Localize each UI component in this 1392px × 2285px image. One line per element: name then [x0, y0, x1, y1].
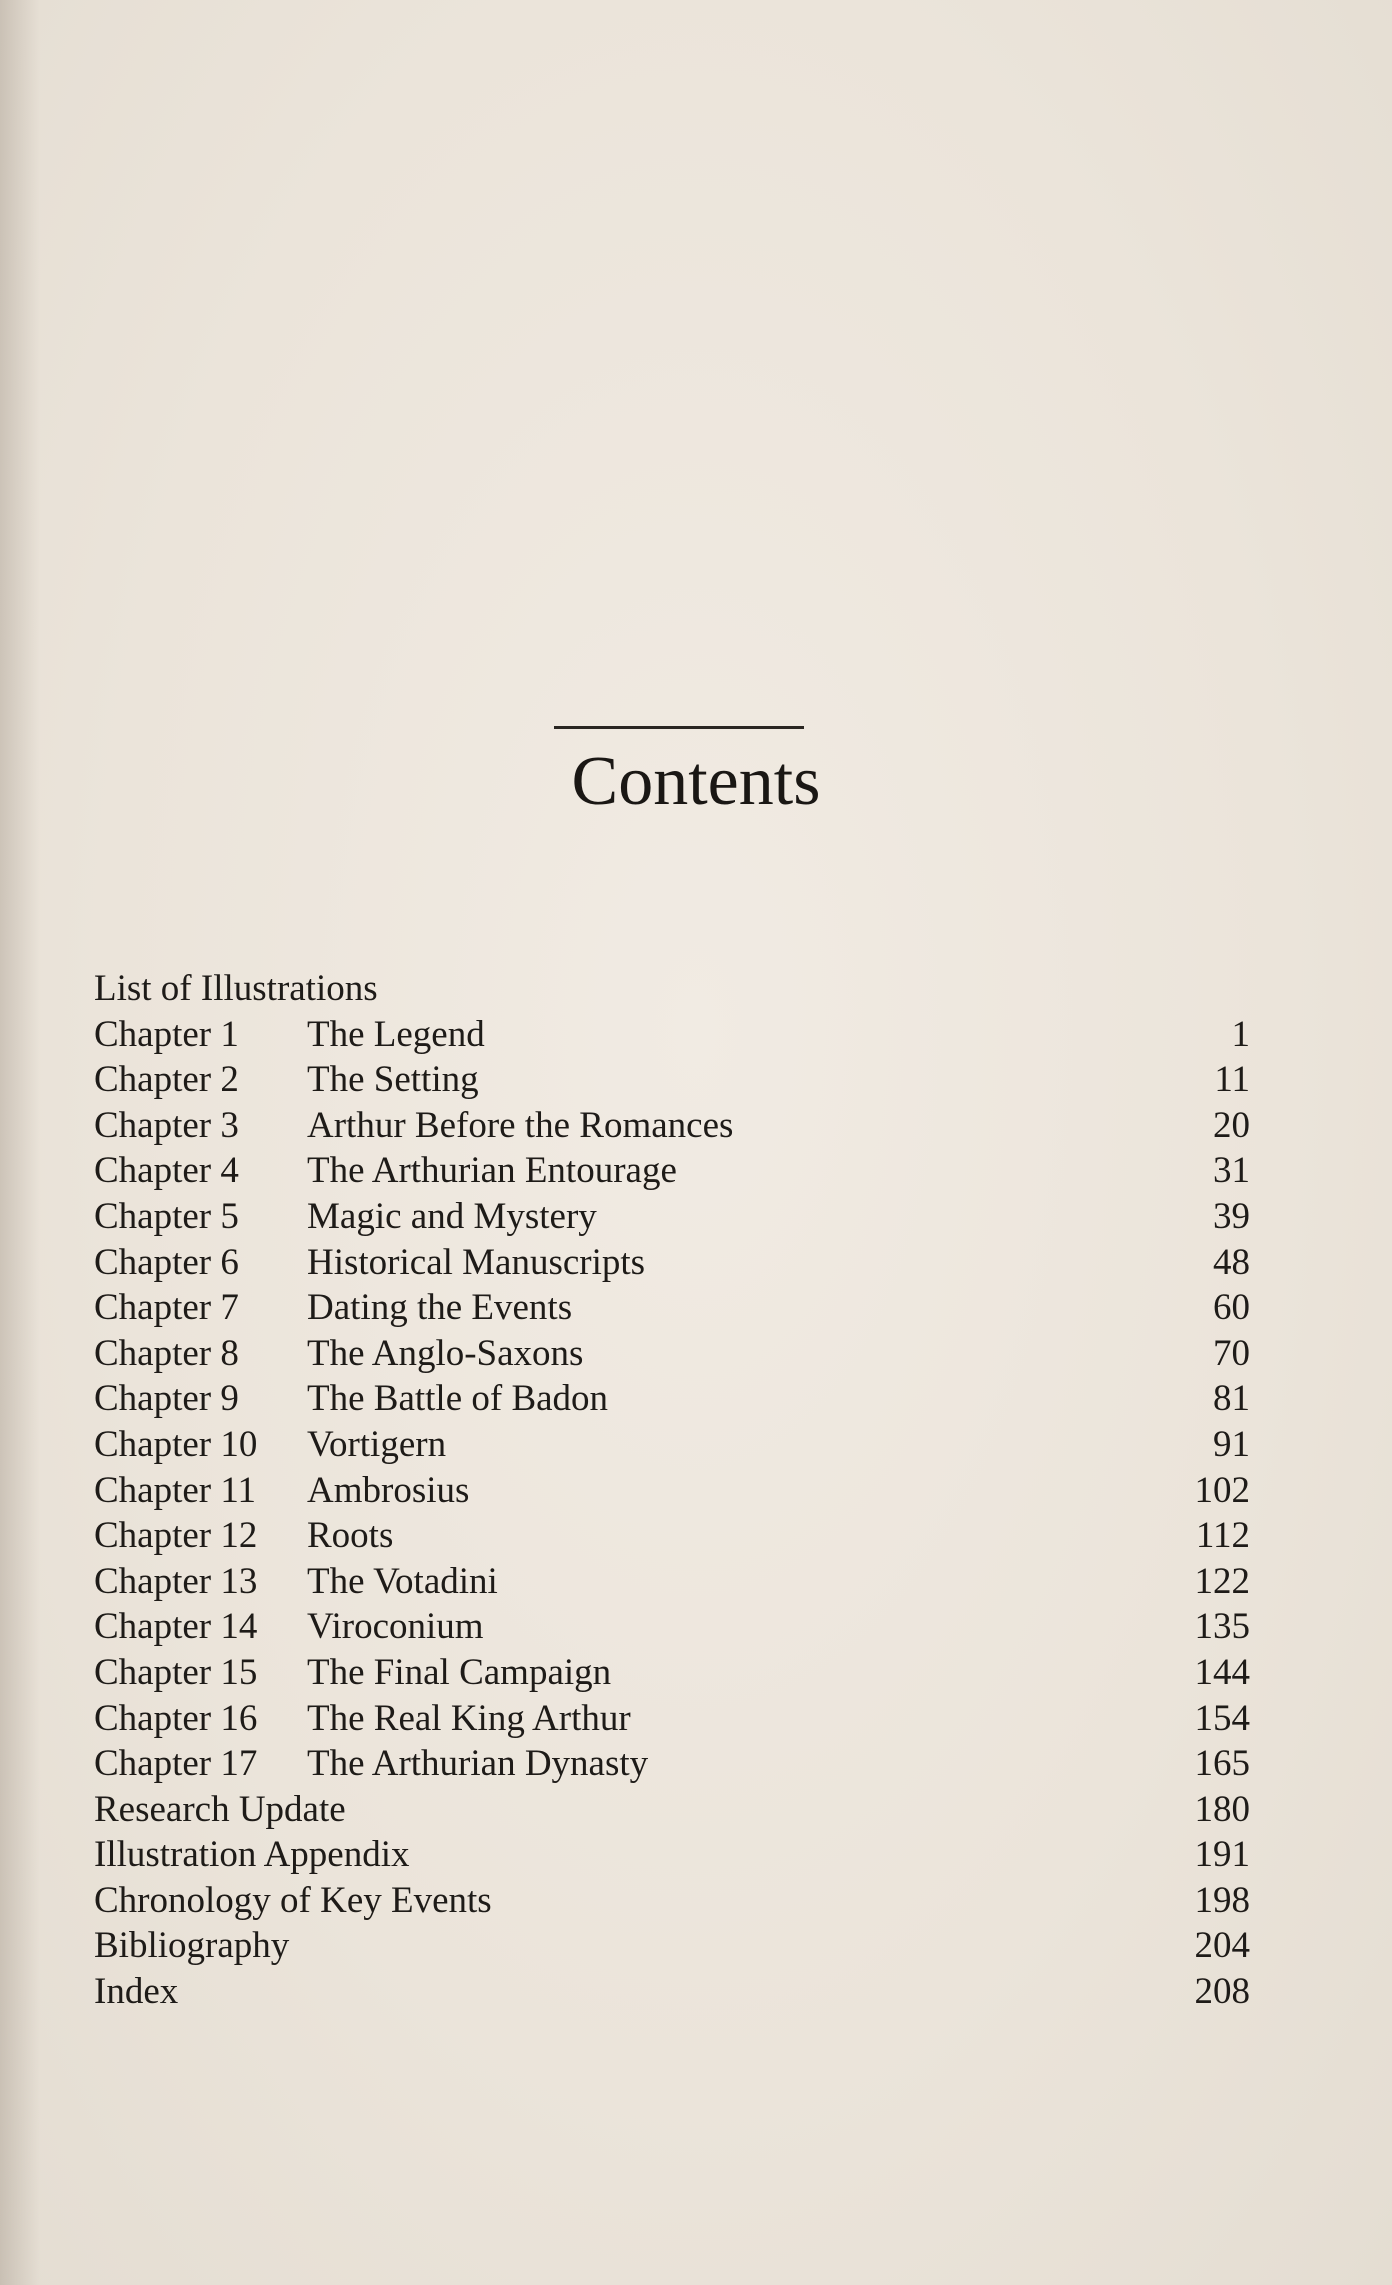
- toc-entry-page-number: 20: [1213, 1104, 1250, 1146]
- toc-entry-label: Chapter 11: [94, 1469, 257, 1511]
- table-of-contents: [94, 966, 1250, 2015]
- toc-entry: [94, 1285, 1250, 1331]
- toc-entry-label: Chapter 15: [94, 1651, 258, 1693]
- toc-entry-title: The Real King Arthur: [307, 1697, 631, 1739]
- toc-entry-label: Chapter 13: [94, 1560, 258, 1602]
- toc-entry: [94, 1422, 1250, 1468]
- toc-entry-label: Chapter 8: [94, 1332, 239, 1374]
- toc-entry-page-number: 70: [1213, 1332, 1250, 1374]
- toc-entry-title: The Legend: [307, 1013, 485, 1055]
- toc-entry-title: Historical Manuscripts: [307, 1241, 646, 1283]
- toc-entry-page-number: 135: [1194, 1606, 1250, 1648]
- toc-entry: [94, 1741, 1250, 1787]
- toc-entry-page-number: 165: [1194, 1743, 1250, 1785]
- toc-entry-title: Roots: [307, 1515, 394, 1557]
- toc-entry: [94, 1832, 1250, 1878]
- toc-entry-label: Research Update: [94, 1788, 346, 1830]
- toc-entry-page-number: 208: [1194, 1971, 1250, 2013]
- toc-entry: [94, 1787, 1250, 1833]
- toc-entry: [94, 1604, 1250, 1650]
- toc-entry-title: The Final Campaign: [307, 1651, 612, 1693]
- toc-entry-title: The Votadini: [307, 1560, 498, 1602]
- toc-entry: [94, 1057, 1250, 1103]
- toc-entry-label: Chapter 12: [94, 1515, 258, 1557]
- toc-entry: [94, 1012, 1250, 1058]
- toc-entry-page-number: 198: [1194, 1879, 1250, 1921]
- toc-entry-label: Chapter 5: [94, 1195, 239, 1237]
- toc-entry-label: Chapter 16: [94, 1697, 258, 1739]
- toc-entry: [94, 1559, 1250, 1605]
- toc-entry-page-number: 1: [1231, 1013, 1250, 1055]
- toc-entry-page-number: 122: [1194, 1560, 1250, 1602]
- toc-entry-title: Magic and Mystery: [307, 1195, 597, 1237]
- toc-entry-label: Bibliography: [94, 1925, 290, 1967]
- toc-entry-page-number: 60: [1213, 1287, 1250, 1329]
- toc-entry-label: Chapter 9: [94, 1378, 239, 1420]
- toc-entry-page-number: 112: [1195, 1515, 1250, 1557]
- toc-entry-page-number: 102: [1194, 1469, 1250, 1511]
- toc-entry-label: Chapter 2: [94, 1059, 239, 1101]
- toc-entry: [94, 1240, 1250, 1286]
- toc-entry-label: Chapter 4: [94, 1150, 239, 1192]
- toc-entry-page-number: 48: [1213, 1241, 1250, 1283]
- heading-rule: [554, 726, 804, 729]
- toc-entry-title: The Setting: [307, 1059, 479, 1101]
- toc-entry-label: Chapter 17: [94, 1743, 258, 1785]
- toc-entry-page-number: 39: [1213, 1195, 1250, 1237]
- toc-entry: [94, 1513, 1250, 1559]
- toc-entry-title: Arthur Before the Romances: [307, 1104, 734, 1146]
- toc-entry: [94, 1696, 1250, 1742]
- page-edge-shadow: [0, 0, 40, 2285]
- toc-entry-label: List of Illustrations: [94, 968, 378, 1009]
- toc-entry-label: Chapter 7: [94, 1287, 239, 1329]
- toc-entry: [94, 1923, 1250, 1969]
- toc-entry-title: The Battle of Badon: [307, 1378, 609, 1420]
- toc-entry: [94, 1878, 1250, 1924]
- toc-entry-page-number: 31: [1213, 1150, 1250, 1192]
- toc-entry-title: The Arthurian Dynasty: [307, 1743, 649, 1785]
- toc-entry-page-number: 191: [1194, 1834, 1250, 1876]
- toc-entry: [94, 1468, 1250, 1514]
- toc-entry: [94, 1969, 1250, 2015]
- toc-entry-title: Vortigern: [307, 1423, 447, 1465]
- toc-entry-page-number: 144: [1194, 1651, 1250, 1693]
- toc-entry-page-number: 81: [1213, 1378, 1250, 1420]
- toc-entry-page-number: 154: [1194, 1697, 1250, 1739]
- toc-entry: [94, 1376, 1250, 1422]
- toc-entry-label: Chronology of Key Events: [94, 1879, 492, 1921]
- toc-entry-label: Chapter 10: [94, 1423, 258, 1465]
- toc-entry-page-number: 11: [1214, 1059, 1250, 1101]
- toc-entry-title: Ambrosius: [307, 1469, 470, 1511]
- toc-entry-page-number: 180: [1194, 1788, 1250, 1830]
- toc-entry: [94, 1331, 1250, 1377]
- toc-entry-title: The Anglo-Saxons: [307, 1332, 584, 1374]
- toc-entry-label: Chapter 3: [94, 1104, 239, 1146]
- toc-entry: [94, 1103, 1250, 1149]
- toc-entry: [94, 1194, 1250, 1240]
- toc-entry-page-number: 91: [1213, 1423, 1250, 1465]
- toc-entry-label: Chapter 1: [94, 1013, 239, 1055]
- toc-entry-title: Dating the Events: [307, 1287, 573, 1329]
- toc-entry-label: Index: [94, 1971, 179, 2013]
- toc-entry-label: Illustration Appendix: [94, 1834, 410, 1876]
- page-title: Contents: [571, 743, 821, 820]
- toc-entry-label: Chapter 14: [94, 1606, 258, 1648]
- toc-entry-page-number: 204: [1194, 1925, 1250, 1967]
- toc-entry: [94, 1148, 1250, 1194]
- toc-entry: [94, 966, 1250, 1012]
- toc-entry-label: Chapter 6: [94, 1241, 239, 1283]
- toc-entry-title: Viroconium: [307, 1606, 484, 1648]
- toc-entry: [94, 1650, 1250, 1696]
- toc-entry-title: The Arthurian Entourage: [307, 1150, 677, 1192]
